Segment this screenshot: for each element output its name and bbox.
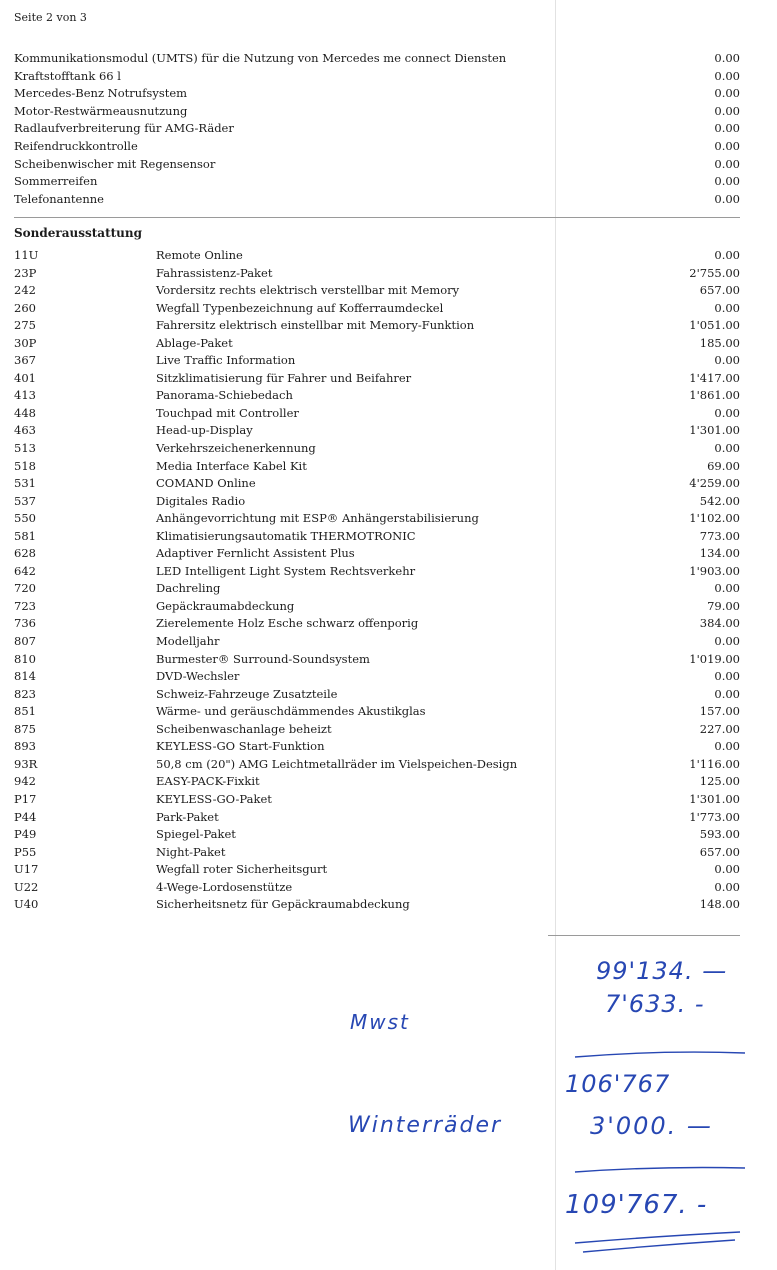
option-description: Media Interface Kabel Kit [156, 458, 307, 473]
option-description: Wärme- und geräuschdämmendes Akustikglas [156, 704, 426, 719]
option-code: 23P [14, 265, 37, 280]
option-code: 367 [14, 353, 36, 368]
item-description: Scheibenwischer mit Regensensor [14, 156, 216, 171]
option-code: 814 [14, 669, 36, 684]
option-code: 275 [14, 318, 36, 333]
option-code: 851 [14, 704, 36, 719]
option-price: 0.00 [714, 353, 740, 368]
option-price: 2'755.00 [689, 265, 740, 280]
option-code: 401 [14, 370, 36, 385]
option-code: P44 [14, 809, 37, 824]
option-code: P55 [14, 844, 37, 859]
handwritten-grand-total: 109'767. - [565, 1190, 708, 1220]
option-description: Park-Paket [156, 809, 219, 824]
option-description: Verkehrszeichenerkennung [156, 441, 316, 456]
option-code: 550 [14, 511, 36, 526]
option-code: U22 [14, 879, 39, 894]
option-price: 125.00 [699, 774, 740, 789]
option-price: 1'301.00 [689, 423, 740, 438]
item-description: Reifendruckkontrolle [14, 138, 138, 153]
handwritten-subtotal: 99'134. — [596, 957, 728, 985]
item-description: Kommunikationsmodul (UMTS) für die Nutzung von Mercedes me connect Diensten [14, 51, 507, 65]
option-description: COMAND Online [156, 476, 256, 491]
option-code: 531 [14, 476, 36, 491]
option-price: 185.00 [699, 335, 740, 350]
option-price: 0.00 [714, 879, 740, 894]
option-description: Sitzklimatisierung für Fahrer und Beifahrer [156, 370, 412, 385]
option-price: 657.00 [699, 844, 740, 859]
option-description: Dachreling [156, 581, 221, 596]
option-code: 537 [14, 493, 36, 508]
option-description: Night-Paket [156, 844, 226, 859]
option-code: 723 [14, 598, 36, 613]
option-code: P17 [14, 791, 37, 806]
option-price: 657.00 [699, 283, 740, 298]
option-code: 413 [14, 388, 36, 403]
option-price: 157.00 [699, 704, 740, 719]
handwritten-winter-value: 3'000. — [590, 1112, 713, 1140]
option-code: 823 [14, 686, 36, 701]
item-price: 0.00 [714, 156, 740, 171]
item-price: 0.00 [714, 68, 740, 83]
option-price: 0.00 [714, 300, 740, 315]
option-price: 148.00 [699, 897, 740, 912]
option-price: 0.00 [714, 862, 740, 877]
item-price: 0.00 [714, 191, 740, 206]
option-price: 1'116.00 [689, 756, 740, 771]
section-title: Sonderausstattung [14, 226, 142, 240]
option-price: 1'019.00 [689, 651, 740, 666]
option-description: Gepäckraumabdeckung [156, 598, 295, 613]
option-description: Klimatisierungsautomatik THERMOTRONIC [156, 528, 416, 543]
option-description: Ablage-Paket [156, 335, 233, 350]
item-description: Radlaufverbreiterung für AMG-Räder [14, 121, 234, 136]
option-price: 1'102.00 [689, 511, 740, 526]
item-price: 0.00 [714, 174, 740, 189]
handwritten-mwst-value: 7'633. - [605, 990, 705, 1018]
option-price: 1'051.00 [689, 318, 740, 333]
option-description: Fahrersitz elektrisch einstellbar mit Memory-Funktion [156, 318, 475, 333]
item-description: Kraftstofftank 66 l [14, 68, 121, 83]
option-price: 542.00 [699, 493, 740, 508]
option-code: 11U [14, 248, 39, 262]
page-number: Seite 2 von 3 [14, 11, 87, 24]
option-code: 720 [14, 581, 36, 596]
option-description: Remote Online [156, 248, 243, 262]
option-code: 518 [14, 458, 36, 473]
option-description: 50,8 cm (20") AMG Leichtmetallräder im Vielspeichen-Design [156, 756, 518, 771]
option-price: 1'417.00 [689, 370, 740, 385]
option-price: 1'773.00 [689, 809, 740, 824]
option-price: 0.00 [714, 581, 740, 596]
option-price: 0.00 [714, 669, 740, 684]
item-description: Telefonantenne [14, 191, 104, 206]
item-description: Motor-Restwärmeausnutzung [14, 103, 188, 118]
option-code: 448 [14, 405, 36, 420]
option-description: 4-Wege-Lordosenstütze [156, 879, 293, 894]
option-code: 810 [14, 651, 36, 666]
option-description: Wegfall roter Sicherheitsgurt [156, 862, 328, 877]
option-description: Zierelemente Holz Esche schwarz offenporig [156, 616, 419, 631]
option-description: KEYLESS-GO-Paket [156, 791, 272, 806]
option-description: Vordersitz rechts elektrisch verstellbar mit Memory [156, 283, 460, 298]
option-price: 0.00 [714, 739, 740, 754]
option-description: Adaptiver Fernlicht Assistent Plus [156, 546, 355, 561]
option-price: 773.00 [699, 528, 740, 543]
option-description: Sicherheitsnetz für Gepäckraumabdeckung [156, 897, 410, 912]
handwritten-mwst-label: Mwst [350, 1010, 410, 1034]
option-description: EASY-PACK-Fixkit [156, 774, 260, 789]
option-code: P49 [14, 827, 37, 842]
option-description: Wegfall Typenbezeichnung auf Kofferraumdeckel [156, 300, 444, 315]
handwritten-total: 106'767 [565, 1070, 671, 1098]
item-price: 0.00 [714, 103, 740, 118]
option-code: 93R [14, 756, 38, 771]
option-price: 384.00 [699, 616, 740, 631]
option-description: Digitales Radio [156, 493, 246, 508]
option-code: 260 [14, 300, 36, 315]
option-description: Schweiz-Fahrzeuge Zusatzteile [156, 686, 338, 701]
option-code: U40 [14, 897, 39, 912]
option-code: 807 [14, 634, 36, 649]
item-price: 0.00 [714, 138, 740, 153]
option-price: 1'903.00 [689, 563, 740, 578]
option-description: LED Intelligent Light System Rechtsverkehr [156, 563, 416, 578]
option-description: Modelljahr [156, 634, 220, 649]
option-description: Burmester® Surround-Soundsystem [156, 651, 370, 666]
handwritten-winter-label: Winterräder [348, 1113, 503, 1138]
option-price: 79.00 [707, 598, 740, 613]
option-description: Touchpad mit Controller [156, 405, 299, 420]
item-description: Mercedes-Benz Notrufsystem [14, 86, 188, 101]
option-code: 893 [14, 739, 36, 754]
option-price: 4'259.00 [689, 476, 740, 491]
option-price: 1'301.00 [689, 791, 740, 806]
option-code: 642 [14, 563, 36, 578]
option-description: Anhängevorrichtung mit ESP® Anhängerstabilisierung [156, 511, 479, 526]
option-price: 0.00 [714, 634, 740, 649]
option-description: Panorama-Schiebedach [156, 388, 293, 403]
option-description: KEYLESS-GO Start-Funktion [156, 739, 325, 754]
option-description: Scheibenwaschanlage beheizt [156, 721, 332, 736]
option-description: DVD-Wechsler [156, 669, 240, 684]
option-price: 0.00 [714, 686, 740, 701]
option-code: 463 [14, 423, 36, 438]
option-description: Head-up-Display [156, 423, 253, 438]
option-code: U17 [14, 862, 39, 877]
item-description: Sommerreifen [14, 174, 98, 189]
item-price: 0.00 [714, 86, 740, 101]
option-code: 581 [14, 528, 36, 543]
option-code: 736 [14, 616, 36, 631]
option-code: 242 [14, 283, 36, 298]
option-price: 69.00 [707, 458, 740, 473]
option-price: 227.00 [699, 721, 740, 736]
item-price: 0.00 [714, 51, 740, 65]
item-price: 0.00 [714, 121, 740, 136]
option-description: Fahrassistenz-Paket [156, 265, 273, 280]
option-code: 513 [14, 441, 36, 456]
option-price: 593.00 [699, 827, 740, 842]
option-price: 0.00 [714, 405, 740, 420]
option-price: 0.00 [714, 441, 740, 456]
option-price: 134.00 [699, 546, 740, 561]
option-price: 1'861.00 [689, 388, 740, 403]
option-price: 0.00 [714, 248, 740, 262]
option-code: 628 [14, 546, 36, 561]
option-description: Live Traffic Information [156, 353, 296, 368]
option-code: 942 [14, 774, 36, 789]
option-description: Spiegel-Paket [156, 827, 236, 842]
option-code: 875 [14, 721, 36, 736]
option-code: 30P [14, 335, 37, 350]
